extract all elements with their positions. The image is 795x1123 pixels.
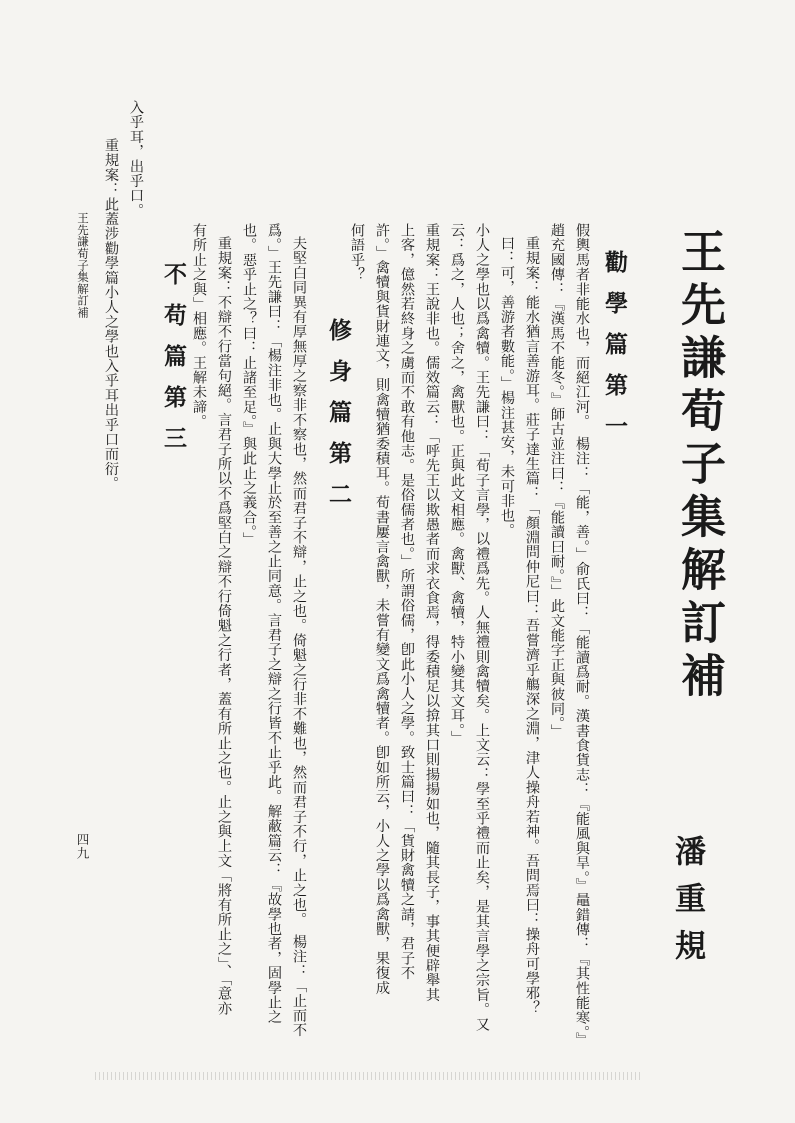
page-number: 四九 <box>75 833 90 860</box>
text-column: 云：爲之，人也；舍之，禽獸也。正與此文相應。禽獸、禽犢，特小變其文耳。」 <box>449 223 465 746</box>
text-column: 上客，億然若終身之虜而不敢有他志。是俗儒者也。」所謂俗儒，卽此小人之學。致士篇曰：「貨財禽犢之請，君子不 <box>399 223 415 981</box>
text-column: 爲。」王先謙曰：「楊注非也。止與大學止於至善之止同意。言君子之辯之行皆不止乎此。解蔽篇云：『故學也者，固學止之 <box>266 223 282 1025</box>
text-column: 也。惡乎止之？曰：止諸至足。』與此止之義合。」 <box>241 223 257 547</box>
text-column: 假輿馬者非能水也，而絕江河。 楊注：「能，善。」俞氏曰：「能讀爲耐。漢書食貨志：『能風與旱。』鼂錯傳：『其性能寒。』 <box>574 223 590 1048</box>
section-heading-xiushen: 修身篇第二 <box>325 318 352 523</box>
text-column: 重規案：此蓋涉勸學篇小人之學也入乎耳出乎口而衍。 <box>103 138 119 491</box>
text-column: 重規案：能水猶言善游耳。莊子達生篇：「顏淵問仲尼曰：吾嘗濟乎觴深之淵，津人操舟若神。吾問焉曰：操舟可學邪？ <box>524 236 540 1016</box>
book-title: 王先謙荀子集解訂補 <box>673 228 726 705</box>
author-name: 潘重規 <box>669 835 705 976</box>
text-column: 有所止之與」相應。王解未諦。 <box>191 223 207 429</box>
section-heading-quanxue: 勸學篇第一 <box>601 250 628 455</box>
text-column: 重規案：不辯不行當句絕。言君子所以不爲堅白之辯不行倚魁之行者，蓋有所止之也。止之與上文「將有所止之」、「意亦 <box>216 236 232 1016</box>
text-column: 夫堅白同異有厚無厚之察非不察也，然而君子不辯，止之也。倚魁之行非不難也，然而君子不行，止之也。 楊注：「止而不 <box>291 236 307 1038</box>
text-column: 重規案：王說非也。儒效篇云：「呼先王以欺愚者而求衣食焉，得委積足以揜其口則揚揚如也，隨其長子，事其便辟舉其 <box>424 223 440 1003</box>
text-column: 何語乎？ <box>349 223 365 282</box>
scan-noise-decoration <box>95 1072 640 1080</box>
running-title: 王先謙荀子集解訂補 <box>76 212 90 319</box>
text-column: 趙充國傳：『漢馬不能冬。』師古並注曰：『能讀曰耐。』」此文能字正與彼同。」 <box>549 223 565 739</box>
text-column: 小人之學也以爲禽犢。王先謙曰：「荀子言學，以禮爲先。人無禮則禽犢矣。上文云：學至乎禮而止矣，是其言學之宗旨。又 <box>474 223 490 1032</box>
text-column: 入乎耳，出乎口。 <box>128 100 144 218</box>
text-column: 許。」禽犢與貨財連文，則禽犢猶委積耳。荀書屢言禽獸，未嘗有變文爲禽犢者。卽如所云，小人之學以爲禽獸，果復成 <box>374 223 390 995</box>
text-column: 曰：可，善游者數能。」楊注甚安，未可非也。 <box>499 236 515 538</box>
section-heading-bugou: 不苟篇第三 <box>160 262 187 467</box>
